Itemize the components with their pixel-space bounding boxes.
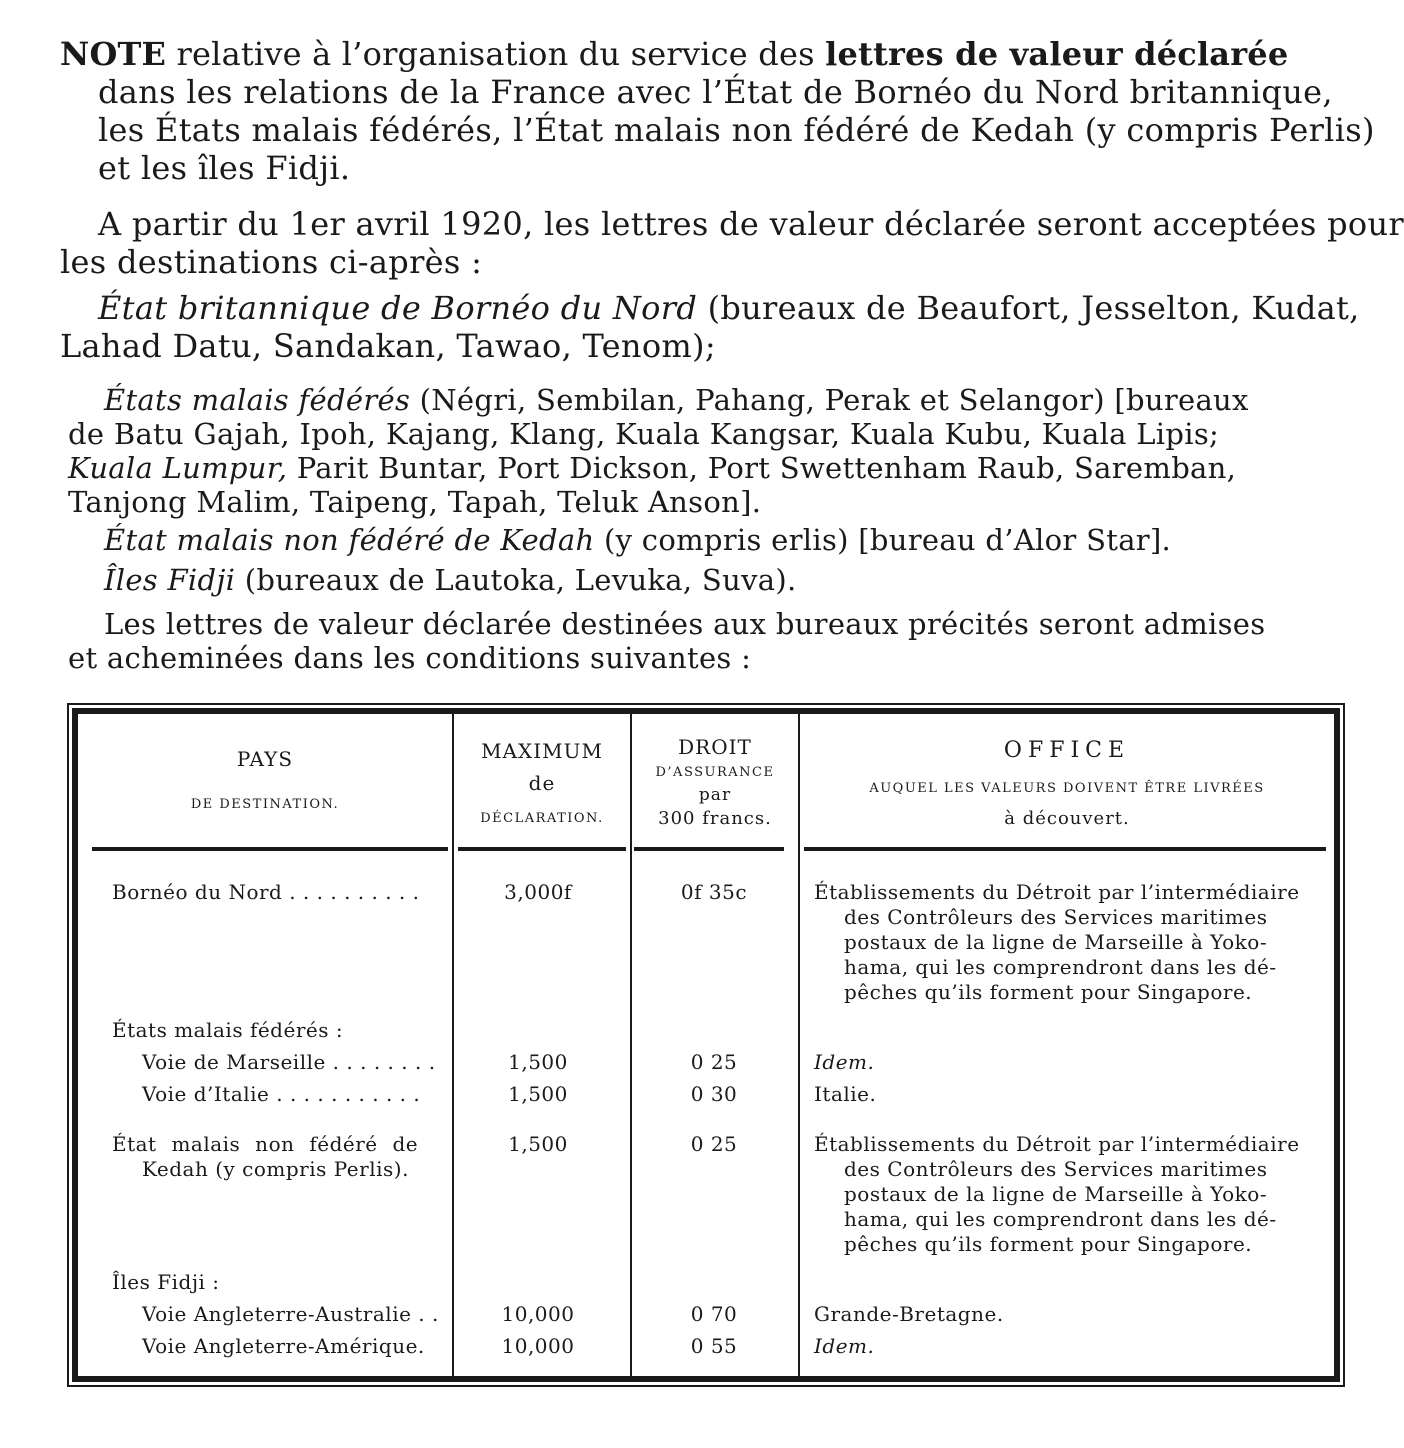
row-italie-max: 1,500 xyxy=(508,1082,568,1106)
row-australie-office: Grande-Bretagne. xyxy=(814,1302,1004,1326)
row-kedah-pays-1: État malais non fédéré de xyxy=(112,1132,419,1156)
fidji-rest: (bureaux de Lautoka, Levuka, Suva). xyxy=(235,563,797,597)
header-rule xyxy=(458,847,626,851)
rates-table xyxy=(72,708,1340,1382)
header-maximum: MAXIMUM xyxy=(481,739,603,763)
malais-rest: (Négri, Sembilan, Pahang, Perak et Selangor) [bureaux xyxy=(410,383,1249,417)
row-amerique-max: 10,000 xyxy=(501,1334,575,1358)
kedah-name: État malais non fédéré de Kedah xyxy=(104,523,595,557)
borneo-rest: (bureaux de Beaufort, Jesselton, Kudat, xyxy=(697,289,1360,327)
row-marseille-max: 1,500 xyxy=(508,1050,568,1074)
note-text-1b: lettres de valeur déclarée xyxy=(825,35,1289,73)
row-australie-droit: 0 70 xyxy=(690,1302,738,1326)
header-par: par xyxy=(698,785,732,805)
header-rule xyxy=(804,847,1326,851)
row-marseille-pays: Voie de Marseille . . . . . . . . xyxy=(142,1050,436,1074)
note-text-1a: relative à l’organisation du service des xyxy=(176,35,826,73)
header-declaration: DÉCLARATION. xyxy=(480,811,604,826)
borneo-name: État britannique de Bornéo du Nord xyxy=(98,289,698,327)
header-maximum-de: de xyxy=(528,771,556,795)
row-borneo-office-2: des Contrôleurs des Services maritimes xyxy=(844,905,1268,929)
borneo-line-2: Lahad Datu, Sandakan, Tawao, Tenom); xyxy=(60,327,716,365)
row-kedah-office-2: des Contrôleurs des Services maritimes xyxy=(844,1157,1268,1181)
para1-line-2: les destinations ci-après : xyxy=(60,243,483,281)
fidji-line xyxy=(104,564,796,596)
pays-label: Voie Angleterre-Amérique xyxy=(142,1334,418,1358)
row-kedah-office-1: Établissements du Détroit par l’intermédiaire xyxy=(814,1132,1300,1156)
row-italie-office: Italie. xyxy=(814,1082,877,1106)
group-malais-title: États malais fédérés : xyxy=(112,1018,344,1042)
malais-line-4: Tanjong Malim, Taipeng, Tapah, Teluk Anson]. xyxy=(68,485,762,519)
pays-label: Voie d’Italie xyxy=(142,1082,270,1106)
row-kedah-droit: 0 25 xyxy=(690,1132,738,1156)
kedah-rest: (y compris erlis) [bureau d’Alor Star]. xyxy=(594,523,1172,557)
header-droit: DROIT xyxy=(678,735,752,759)
malais-name: États malais fédérés xyxy=(104,383,411,417)
row-italie-pays: Voie d’Italie . . . . . . . . . . . xyxy=(142,1082,421,1106)
row-borneo-droit: 0f 35c xyxy=(680,880,748,904)
header-300-francs: 300 francs. xyxy=(658,808,772,829)
note-line-4: et les îles Fidji. xyxy=(98,149,351,187)
pays-label: Voie Angleterre-Australie xyxy=(142,1302,412,1326)
row-australie-max: 10,000 xyxy=(501,1302,575,1326)
para2-line-1: Les lettres de valeur déclarée destinées aux bureaux précités seront admises xyxy=(104,607,1266,641)
row-borneo-office-5: pêches qu’ils forment pour Singapore. xyxy=(844,980,1253,1004)
header-assurance: D’ASSURANCE xyxy=(655,765,775,780)
note-line-3: les États malais fédérés, l’État malais non fédéré de Kedah (y compris Perlis) xyxy=(98,111,1375,149)
header-rule xyxy=(634,847,784,851)
malais-line-3-rest: Parit Buntar, Port Dickson, Port Swettenham Raub, Saremban, xyxy=(287,451,1237,485)
row-marseille-office: Idem. xyxy=(814,1050,875,1074)
row-amerique-office: Idem. xyxy=(814,1334,875,1358)
header-office: OFFICE xyxy=(1003,738,1131,763)
para2-line-2: et acheminées dans les conditions suivantes : xyxy=(68,641,752,675)
kedah-line xyxy=(104,524,1171,556)
row-kedah-office-5: pêches qu’ils forment pour Singapore. xyxy=(844,1232,1253,1256)
row-borneo-office-1: Établissements du Détroit par l’intermédiaire xyxy=(814,880,1300,904)
header-rule xyxy=(92,847,448,851)
header-pays-sub: DE DESTINATION. xyxy=(190,797,340,812)
row-amerique-pays: Voie Angleterre-Amérique. xyxy=(142,1334,425,1358)
row-kedah-office-3: postaux de la ligne de Marseille à Yoko- xyxy=(844,1182,1268,1206)
row-australie-pays: Voie Angleterre-Australie . . xyxy=(142,1302,439,1326)
malais-line-1 xyxy=(104,384,1249,416)
header-pays: PAYS xyxy=(236,747,294,771)
row-kedah-pays-2: Kedah (y compris Perlis). xyxy=(142,1157,409,1181)
kuala-lumpur: Kuala Lumpur, xyxy=(68,451,288,485)
row-borneo-office-4: hama, qui les comprendront dans les dé- xyxy=(844,955,1277,979)
row-kedah-office-4: hama, qui les comprendront dans les dé- xyxy=(844,1207,1277,1231)
pays-label: Voie de Marseille xyxy=(142,1050,326,1074)
para1-line-1: A partir du 1er avril 1920, les lettres de valeur déclarée seront acceptées pour xyxy=(98,205,1404,243)
row-amerique-droit: 0 55 xyxy=(690,1334,738,1358)
malais-line-2: de Batu Gajah, Ipoh, Kajang, Klang, Kuala Kangsar, Kuala Kubu, Kuala Lipis; xyxy=(68,417,1220,451)
row-italie-droit: 0 30 xyxy=(690,1082,738,1106)
row-borneo-pays: Bornéo du Nord . . . . . . . . . . xyxy=(112,880,420,904)
row-marseille-droit: 0 25 xyxy=(690,1050,738,1074)
note-line-2: dans les relations de la France avec l’État de Bornéo du Nord britannique, xyxy=(98,73,1333,111)
note-lead: NOTE xyxy=(60,35,167,73)
group-fidji-title: Îles Fidji : xyxy=(112,1270,220,1294)
note-line-1 xyxy=(60,36,1288,72)
row-borneo-max: 3,000f xyxy=(504,880,572,904)
row-borneo-office-3: postaux de la ligne de Marseille à Yoko- xyxy=(844,930,1268,954)
malais-line-3 xyxy=(68,452,1236,484)
borneo-line-1 xyxy=(98,290,1360,326)
header-office-sub: AUQUEL LES VALEURS DOIVENT ÊTRE LIVRÉES xyxy=(869,781,1265,796)
pays-label: Bornéo du Nord xyxy=(112,880,283,904)
row-kedah-max: 1,500 xyxy=(508,1132,568,1156)
header-decouvert: à découvert. xyxy=(1004,808,1130,829)
fidji-name: Îles Fidji xyxy=(104,563,236,597)
